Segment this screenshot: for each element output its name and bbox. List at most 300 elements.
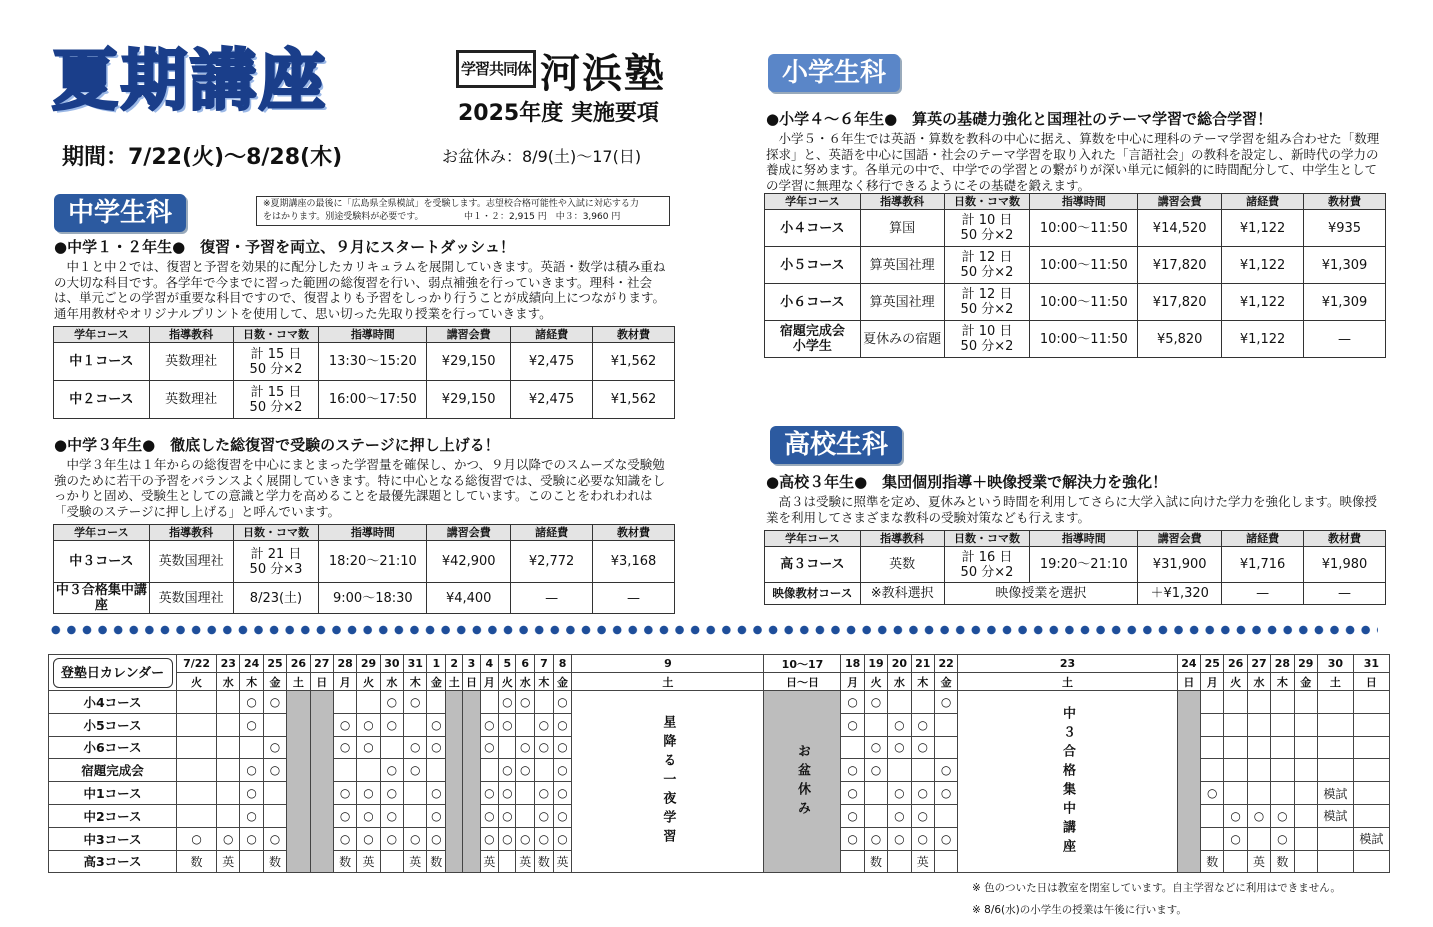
elem-cell: ¥17,820 — [1138, 284, 1222, 321]
calendar-cell — [263, 782, 286, 805]
calendar-cell: ○ — [499, 713, 516, 736]
calendar-cell — [1247, 782, 1270, 805]
calendar-cell — [864, 713, 887, 736]
calendar-cell: ○ — [499, 691, 516, 714]
calendar-cell — [1271, 691, 1294, 714]
calendar-cell: ○ — [427, 804, 446, 827]
calendar-cell — [404, 713, 427, 736]
high-badge: 高校生科 — [770, 426, 902, 464]
calendar-block — [958, 691, 1177, 873]
calendar-date: 25 — [1201, 655, 1224, 673]
calendar-cell — [217, 782, 240, 805]
calendar-cell — [1317, 691, 1353, 714]
calendar-cell: ○ — [1271, 804, 1294, 827]
calendar-cell: ○ — [480, 782, 499, 805]
calendar-cell: ○ — [841, 691, 864, 714]
calendar-cell: ○ — [480, 736, 499, 759]
calendar-day: 土 — [287, 673, 310, 691]
high-header-5: 諸経費 — [1222, 531, 1304, 547]
calendar-cell — [1353, 713, 1389, 736]
table-row — [765, 547, 1386, 583]
calendar-cell: ○ — [1201, 782, 1224, 805]
calendar-date: 24 — [240, 655, 263, 673]
elem-cell: ¥1,309 — [1304, 284, 1386, 321]
calendar-day: 月 — [480, 673, 499, 691]
calendar-cell: ○ — [934, 759, 957, 782]
calendar-cell: ○ — [1247, 804, 1270, 827]
calendar-cell — [535, 759, 554, 782]
calendar-cell — [1353, 782, 1389, 805]
high-para: 高３は受験に照準を定め、夏休みという時間を利用してさらに大学入試に向けた学力を強化します。映像授業を利用してさまざまな教科の受験対策なども行えます。 — [766, 494, 1378, 525]
calendar-cell — [1247, 713, 1270, 736]
calendar-row-label: 中3コース — [49, 827, 177, 850]
calendar-block — [287, 691, 310, 873]
calendar-cell: ○ — [427, 782, 446, 805]
calendar-cell — [1201, 691, 1224, 714]
calendar-cell — [427, 759, 446, 782]
calendar-cell: 数 — [427, 850, 446, 873]
calendar-row-label: 中1コース — [49, 782, 177, 805]
calendar-day: 木 — [911, 673, 934, 691]
m3-header-4: 講習会費 — [427, 525, 511, 541]
m12-cell: 計 15 日 50 分×2 — [233, 343, 319, 381]
calendar-date: 28 — [333, 655, 356, 673]
calendar-cell: ○ — [1224, 804, 1247, 827]
calendar-cell — [934, 804, 957, 827]
calendar-cell: ○ — [553, 736, 572, 759]
elem-cell: ¥1,122 — [1222, 321, 1304, 358]
elem-cell: 計 12 日 50 分×2 — [944, 247, 1030, 284]
calendar-date: 9 — [572, 655, 764, 673]
calendar-cell: 模試 — [1317, 782, 1353, 805]
calendar-cell: ○ — [499, 759, 516, 782]
calendar-day: 月 — [841, 673, 864, 691]
calendar-cell — [1247, 736, 1270, 759]
calendar-cell: 数 — [535, 850, 554, 873]
calendar-date: 1 — [427, 655, 446, 673]
high-cell: 映像授業を選択 — [944, 583, 1138, 605]
m3-header-2: 日数・コマ数 — [233, 525, 319, 541]
high-cell: 計 16 日 50 分×2 — [944, 547, 1030, 583]
calendar-cell: ○ — [516, 759, 535, 782]
exam-note — [256, 196, 670, 226]
calendar-cell — [480, 691, 499, 714]
calendar-day: 木 — [404, 673, 427, 691]
calendar-cell — [1317, 713, 1353, 736]
table-row — [765, 247, 1386, 284]
calendar-cell — [177, 782, 217, 805]
calendar-cell: ○ — [535, 804, 554, 827]
elem-badge: 小学生科 — [768, 54, 900, 92]
calendar-block — [310, 691, 333, 873]
calendar-cell: ○ — [888, 804, 911, 827]
footnote-2: ※ 8/6(水)の小学生の授業は午後に行います。 — [972, 904, 1187, 916]
subtitle: 2025年度 実施要項 — [458, 101, 659, 126]
elem-cell: 計 10 日 50 分×2 — [944, 210, 1030, 247]
calendar-cell — [1353, 736, 1389, 759]
high-cell: ＋¥1,320 — [1138, 583, 1222, 605]
calendar-day: 火 — [357, 673, 380, 691]
calendar-cell: ○ — [553, 782, 572, 805]
elem-cell: 10:00〜11:50 — [1030, 210, 1138, 247]
calendar-cell — [888, 850, 911, 873]
calendar-day: 土 — [958, 673, 1177, 691]
calendar-cell: ○ — [380, 782, 403, 805]
calendar-special-label: 中３合格集中講座 — [1060, 705, 1076, 858]
middle-para-3: 中学３年生は１年からの総復習を中心にまとまった学習量を確保し、かつ、９月以降でのスムーズな受験勉強のために若干の予習をバランスよく展開していきます。特に中心となる総復習では、受験に必要な知識をしっかりと固め、受験生としての意識と学力を高めることを最優先課題としています。このことをわれわれは「受験のステージに押し上げる」と呼んでいます。 — [54, 457, 666, 519]
calendar-block — [463, 691, 480, 873]
calendar-cell — [427, 691, 446, 714]
calendar-cell: ○ — [888, 782, 911, 805]
elem-cell: 10:00〜11:50 — [1030, 284, 1138, 321]
calendar-day: 木 — [535, 673, 554, 691]
calendar-cell: ○ — [427, 827, 446, 850]
calendar-cell: ○ — [240, 691, 263, 714]
calendar-date: 30 — [380, 655, 403, 673]
calendar-cell: ○ — [380, 713, 403, 736]
calendar-cell: 数 — [864, 850, 887, 873]
calendar-cell — [1271, 713, 1294, 736]
high-header-2: 日数・コマ数 — [944, 531, 1030, 547]
high-cell: — — [1222, 583, 1304, 605]
calendar-cell: ○ — [240, 782, 263, 805]
table-row — [54, 343, 675, 381]
calendar-cell: ○ — [263, 736, 286, 759]
calendar-date: 4 — [480, 655, 499, 673]
calendar-cell — [516, 782, 535, 805]
calendar-row-label: 高3コース — [49, 850, 177, 873]
elem-cell: 計 12 日 50 分×2 — [944, 284, 1030, 321]
high-head: ●高校３年生● 集団個別指導＋映像授業で解決力を強化！ — [766, 473, 1168, 491]
calendar-cell — [1247, 827, 1270, 850]
elem-cell: ¥5,820 — [1138, 321, 1222, 358]
calendar-cell — [888, 759, 911, 782]
calendar-cell — [1317, 759, 1353, 782]
calendar-cell: ○ — [1271, 827, 1294, 850]
elem-header-5: 諸経費 — [1222, 194, 1304, 210]
m12-header-0: 学年コース — [54, 327, 150, 343]
calendar-cell — [217, 759, 240, 782]
calendar-cell: ○ — [841, 713, 864, 736]
middle12-table — [53, 326, 675, 419]
calendar-cell: ○ — [535, 827, 554, 850]
calendar-cell: ○ — [888, 713, 911, 736]
calendar-cell — [1317, 850, 1353, 873]
calendar-cell — [1353, 804, 1389, 827]
calendar-cell — [535, 691, 554, 714]
calendar-special-label: お盆休み — [794, 743, 810, 820]
calendar-block — [764, 691, 841, 873]
calendar-date: 29 — [1294, 655, 1317, 673]
calendar-cell — [177, 713, 217, 736]
elem-cell: 算英国社理 — [860, 247, 944, 284]
calendar-cell: ○ — [177, 827, 217, 850]
calendar-cell: ○ — [1224, 827, 1247, 850]
calendar-cell: ○ — [934, 782, 957, 805]
calendar-date: 21 — [911, 655, 934, 673]
calendar-day: 金 — [263, 673, 286, 691]
calendar-day: 土 — [572, 673, 764, 691]
calendar-cell: ○ — [357, 713, 380, 736]
calendar-day: 火 — [1224, 673, 1247, 691]
calendar-date: 10〜17 — [764, 655, 841, 673]
calendar-cell: ○ — [934, 691, 957, 714]
calendar-cell — [1294, 759, 1317, 782]
calendar-cell — [357, 759, 380, 782]
m3-cell: 英数国理社 — [149, 583, 233, 614]
calendar-day: 木 — [240, 673, 263, 691]
elem-cell: 算国 — [860, 210, 944, 247]
calendar-date: 18 — [841, 655, 864, 673]
calendar-cell: 英 — [404, 850, 427, 873]
elem-cell: ¥1,122 — [1222, 284, 1304, 321]
calendar-cell: 英 — [480, 850, 499, 873]
calendar-day: 火 — [864, 673, 887, 691]
elem-cell: 10:00〜11:50 — [1030, 321, 1138, 358]
calendar-cell: ○ — [333, 827, 356, 850]
calendar-cell — [380, 736, 403, 759]
calendar-cell: ○ — [404, 736, 427, 759]
elem-header-3: 指導時間 — [1030, 194, 1138, 210]
calendar-date: 7/22 — [177, 655, 217, 673]
calendar-cell: ○ — [240, 713, 263, 736]
calendar-cell: ○ — [911, 804, 934, 827]
calendar-date: 23 — [217, 655, 240, 673]
calendar-day: 日 — [1177, 673, 1200, 691]
calendar-day: 木 — [1271, 673, 1294, 691]
m3-cell: 中３合格集中講座 — [54, 583, 150, 614]
high-cell: ¥1,980 — [1304, 547, 1386, 583]
calendar-cell: ○ — [934, 827, 957, 850]
calendar-cell: 英 — [553, 850, 572, 873]
table-row — [765, 284, 1386, 321]
high-header-3: 指導時間 — [1030, 531, 1138, 547]
high-cell: ※教科選択 — [860, 583, 944, 605]
calendar-cell: ○ — [864, 736, 887, 759]
calendar-date: 26 — [287, 655, 310, 673]
calendar-cell — [934, 713, 957, 736]
m12-cell: 中２コース — [54, 381, 150, 419]
m12-cell: ¥29,150 — [427, 343, 511, 381]
calendar-cell — [333, 691, 356, 714]
calendar-cell — [1247, 759, 1270, 782]
calendar-cell — [864, 804, 887, 827]
period: 期間：7/22(火)〜8/28(木) — [62, 145, 343, 170]
calendar-day: 水 — [217, 673, 240, 691]
calendar-cell: ○ — [357, 827, 380, 850]
calendar-cell: 数 — [1271, 850, 1294, 873]
calendar-day: 水 — [1247, 673, 1270, 691]
elem-header-2: 日数・コマ数 — [944, 194, 1030, 210]
school-tag: 学習共同体 — [456, 50, 536, 88]
m3-cell: 中３コース — [54, 541, 150, 583]
calendar-cell — [263, 713, 286, 736]
calendar-cell — [1271, 782, 1294, 805]
elem-cell: 計 10 日 50 分×2 — [944, 321, 1030, 358]
high-cell: 英数 — [860, 547, 944, 583]
calendar-date: 8 — [553, 655, 572, 673]
calendar-cell — [1224, 759, 1247, 782]
elem-cell: ¥935 — [1304, 210, 1386, 247]
calendar-cell: ○ — [911, 782, 934, 805]
calendar-date: 20 — [888, 655, 911, 673]
m3-cell: ¥4,400 — [427, 583, 511, 614]
elem-cell: 算英国社理 — [860, 284, 944, 321]
calendar-date: 25 — [263, 655, 286, 673]
m12-cell: 計 15 日 50 分×2 — [233, 381, 319, 419]
m3-cell: ¥2,772 — [511, 541, 593, 583]
calendar-cell: 数 — [1201, 850, 1224, 873]
m3-cell: ¥42,900 — [427, 541, 511, 583]
calendar-day: 水 — [516, 673, 535, 691]
calendar-cell — [217, 691, 240, 714]
calendar-cell — [888, 691, 911, 714]
calendar-cell — [911, 759, 934, 782]
calendar-table — [48, 654, 1390, 873]
m12-cell: 16:00〜17:50 — [319, 381, 427, 419]
calendar-cell: ○ — [499, 827, 516, 850]
high-cell: ¥31,900 — [1138, 547, 1222, 583]
calendar-cell: ○ — [357, 736, 380, 759]
calendar-cell: ○ — [333, 782, 356, 805]
calendar-date: 2 — [446, 655, 463, 673]
high-cell: 高３コース — [765, 547, 861, 583]
calendar-cell: ○ — [404, 691, 427, 714]
calendar-date: 19 — [864, 655, 887, 673]
calendar-block — [446, 691, 463, 873]
middle-head-3: ●中学３年生● 徹底した総復習で受験のステージに押し上げる！ — [54, 436, 500, 454]
calendar-cell: ○ — [357, 804, 380, 827]
calendar-cell: ○ — [217, 827, 240, 850]
calendar-date: 27 — [310, 655, 333, 673]
elem-cell: 夏休みの宿題 — [860, 321, 944, 358]
calendar-cell: ○ — [357, 782, 380, 805]
calendar-cell — [404, 804, 427, 827]
calendar-cell — [1201, 804, 1224, 827]
m12-header-3: 指導時間 — [319, 327, 427, 343]
middle-badge: 中学生科 — [54, 194, 186, 232]
calendar-cell: ○ — [535, 713, 554, 736]
m12-cell: ¥2,475 — [511, 343, 593, 381]
calendar-cell — [1353, 759, 1389, 782]
calendar-day: 金 — [427, 673, 446, 691]
high-table — [764, 530, 1386, 605]
calendar-cell: ○ — [333, 713, 356, 736]
calendar-cell — [1353, 691, 1389, 714]
calendar-cell — [911, 691, 934, 714]
calendar-cell — [499, 850, 516, 873]
calendar-cell — [1294, 691, 1317, 714]
calendar-cell: ○ — [535, 736, 554, 759]
elem-cell: 小５コース — [765, 247, 861, 284]
calendar-block — [1177, 691, 1200, 873]
calendar-cell: ○ — [911, 713, 934, 736]
high-cell: 19:20〜21:10 — [1030, 547, 1138, 583]
calendar-cell: ○ — [911, 736, 934, 759]
calendar-row — [49, 691, 1390, 714]
elem-head: ●小学４〜６年生● 算英の基礎力強化と国理社のテーマ学習で総合学習！ — [766, 110, 1273, 128]
m12-header-1: 指導教科 — [149, 327, 233, 343]
calendar-date: 22 — [934, 655, 957, 673]
calendar-cell: 英 — [911, 850, 934, 873]
calendar-cell — [1294, 782, 1317, 805]
elem-cell: 10:00〜11:50 — [1030, 247, 1138, 284]
calendar-cell: ○ — [263, 691, 286, 714]
table-row — [54, 541, 675, 583]
m3-cell: — — [511, 583, 593, 614]
elem-para: 小学５・６年生では英語・算数を教科の中心に据え、算数を中心に理科のテーマ学習を組み合わせた「数理探求」と、英語を中心に国語・社会のテーマ学習を取り入れた「言語社会」の教科を設定し、新時代の学力の養成に努めます。各単元の中で、中学での学習との繋がりが深い単元に傾斜的に時間配分して、中学生としての学習に無理なく移行できるようにその基礎を鍛えます。 — [766, 131, 1380, 193]
calendar-cell: ○ — [553, 691, 572, 714]
high-cell: 映像教材コース — [765, 583, 861, 605]
calendar-cell — [841, 850, 864, 873]
calendar-cell: 模試 — [1353, 827, 1389, 850]
calendar-block — [572, 691, 764, 873]
calendar-cell — [1247, 691, 1270, 714]
calendar-cell — [1224, 713, 1247, 736]
calendar-cell: ○ — [404, 827, 427, 850]
calendar-date: 27 — [1247, 655, 1270, 673]
calendar-cell — [333, 759, 356, 782]
calendar-cell: ○ — [864, 759, 887, 782]
calendar-cell: ○ — [427, 713, 446, 736]
m12-header-5: 諸経費 — [511, 327, 593, 343]
calendar-cell: ○ — [841, 804, 864, 827]
calendar-cell — [240, 736, 263, 759]
calendar-cell: ○ — [516, 691, 535, 714]
calendar-cell — [1294, 850, 1317, 873]
calendar-cell: ○ — [841, 782, 864, 805]
calendar-day: 日 — [1353, 673, 1389, 691]
calendar-cell: 数 — [333, 850, 356, 873]
calendar-day: 金 — [553, 673, 572, 691]
elem-cell: ¥17,820 — [1138, 247, 1222, 284]
m12-cell: ¥2,475 — [511, 381, 593, 419]
calendar-day: 土 — [446, 673, 463, 691]
calendar-cell — [864, 782, 887, 805]
calendar-day: 日 — [463, 673, 480, 691]
elem-cell: ¥14,520 — [1138, 210, 1222, 247]
calendar-cell: ○ — [240, 804, 263, 827]
calendar-date: 6 — [516, 655, 535, 673]
m3-cell: — — [593, 583, 675, 614]
calendar-day: 水 — [888, 673, 911, 691]
calendar-date: 31 — [404, 655, 427, 673]
m3-cell: 計 21 日 50 分×3 — [233, 541, 319, 583]
m12-cell: ¥29,150 — [427, 381, 511, 419]
calendar-cell: ○ — [404, 759, 427, 782]
calendar-cell — [1271, 736, 1294, 759]
middle3-table — [53, 524, 675, 614]
calendar-row-label: 中2コース — [49, 804, 177, 827]
calendar-cell: ○ — [841, 759, 864, 782]
calendar-date: 5 — [499, 655, 516, 673]
calendar-cell: ○ — [516, 736, 535, 759]
m12-header-6: 教材費 — [593, 327, 675, 343]
calendar-cell — [934, 850, 957, 873]
calendar-cell — [1201, 759, 1224, 782]
calendar-cell: 英 — [357, 850, 380, 873]
calendar-cell — [263, 804, 286, 827]
elem-cell: ¥1,309 — [1304, 247, 1386, 284]
calendar-cell — [516, 804, 535, 827]
calendar-cell — [1271, 759, 1294, 782]
elem-cell: 宿題完成会 小学生 — [765, 321, 861, 358]
m12-cell: 英数理社 — [149, 381, 233, 419]
calendar-cell: 数 — [263, 850, 286, 873]
calendar-cell: ○ — [864, 827, 887, 850]
calendar-cell — [1317, 827, 1353, 850]
footnote-1: ※ 色のついた日は教室を閉室しています。自主学習などに利用はできません。 — [972, 882, 1341, 894]
